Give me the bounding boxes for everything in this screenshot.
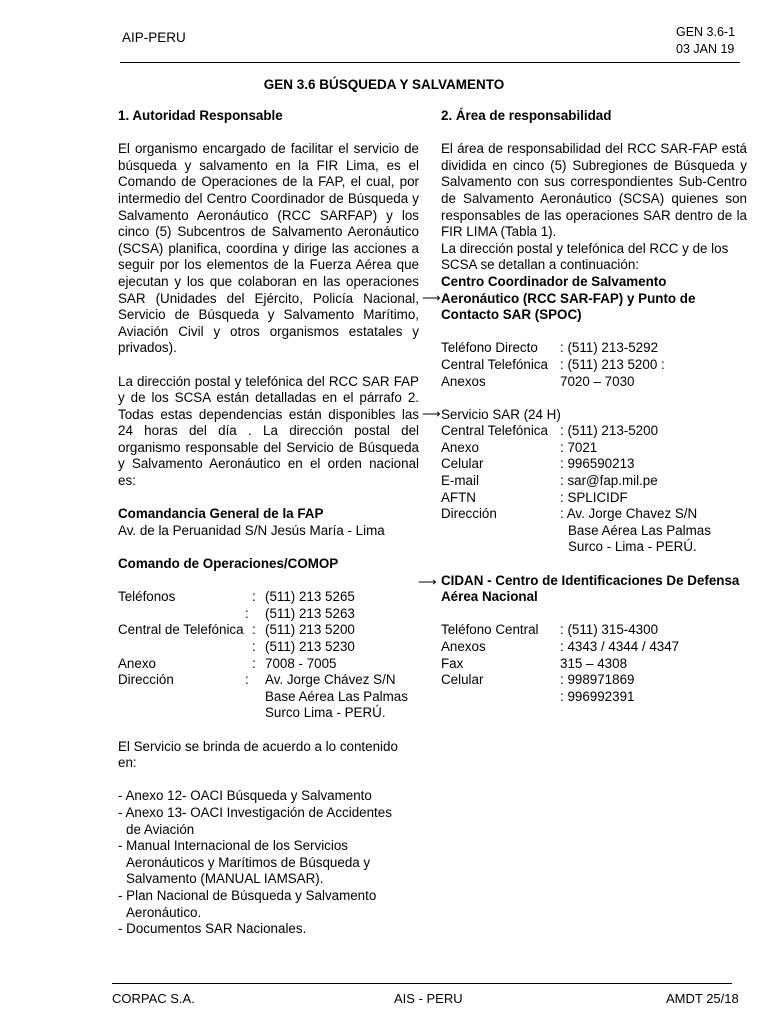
right-column (441, 108, 747, 705)
arrow-right-icon: ⟶ (422, 406, 441, 421)
comop-row (118, 656, 419, 673)
sar-value: Base Aérea Las Palmas (568, 522, 711, 538)
cidan-table (441, 622, 747, 705)
doc-code: GEN 3.6-1 (676, 25, 736, 39)
comop-row (118, 672, 419, 689)
sar-label (441, 523, 568, 540)
cidan-row (441, 656, 747, 673)
comop-row (118, 606, 419, 623)
service-list (118, 788, 419, 937)
rcc-value: 7020 – 7030 (560, 373, 635, 389)
rcc-title: Centro Coordinador de Salvamento Aeronáutico (RCC SAR-FAP) y Punto de Contacto SAR (SPOC) (441, 273, 696, 323)
sar-value: Surco - Lima - PERÚ. (568, 539, 697, 555)
cidan-value: : 4343 / 4344 / 4347 (560, 639, 680, 654)
sar-label: E-mail (441, 473, 479, 489)
cidan-label (441, 689, 560, 706)
sar-row (441, 539, 747, 556)
sar-value: : sar@fap.mil.pe (560, 473, 658, 489)
comop-row (118, 705, 419, 722)
cidan-row (441, 689, 747, 706)
comop-title: Comando de Operaciones/COMOP (118, 556, 339, 572)
comop-row (118, 639, 419, 656)
comop-sep: : (252, 589, 256, 605)
comop-value: Surco Lima - PERÚ. (265, 705, 386, 721)
comop-label: Central de Telefónica (118, 622, 244, 638)
footer-center: AIS - PERU (394, 991, 463, 1006)
sar-row (441, 423, 747, 440)
rcc-label: Anexos (441, 373, 486, 389)
rcc-value: : (511) 213 5200 : (560, 356, 665, 372)
footer-right: AMDT 25/18 (666, 991, 739, 1006)
list-item: - Anexo 13- OACI Investigación de Accidentes de Aviación (118, 804, 392, 837)
doc-date: 03 JAN 19 (676, 42, 735, 56)
comop-sep: : (245, 672, 249, 688)
comop-sep: : (252, 639, 256, 654)
rcc-label: Teléfono Directo (441, 340, 538, 356)
list-item: - Manual Internacional de los Servicios Aeronáuticos y Marítimos de Búsqueda y Salvamento (MANUAL IAMSAR). (118, 838, 371, 887)
list-item: - Documentos SAR Nacionales. (118, 921, 307, 937)
sar-label: AFTN (441, 489, 476, 505)
service-intro: El Servicio se brinda de acuerdo a lo contenido en: (118, 738, 398, 771)
sar-value: : 7021 (560, 439, 598, 455)
section-1-paragraph-2: La dirección postal y telefónica del RCC SAR FAP y de los SCSA están detalladas en el párrafo 2. Todas estas dependencias están disponibles las 24 horas del día . La dirección postal del organismo responsable del Servicio de Búsqueda y Salvamento Aeronáutico en el orden nacional es: (118, 373, 419, 489)
comop-sep: : (245, 605, 249, 621)
arrow-right-icon: ⟶ (418, 574, 437, 589)
comop-value: (511) 213 5230 (265, 639, 355, 654)
rcc-row (441, 357, 747, 374)
sar-row (441, 473, 747, 490)
cidan-value: : 996992391 (560, 688, 635, 704)
comop-row (118, 689, 419, 706)
sar-table (441, 423, 747, 556)
rcc-row (441, 340, 747, 357)
sar-row (441, 440, 747, 457)
cidan-label: Fax (441, 655, 464, 671)
cidan-value: : (511) 315-4300 (560, 622, 659, 638)
sar-label: Dirección (441, 506, 497, 522)
sar-value: : SPLICIDF (560, 489, 628, 505)
rcc-value: : (511) 213-5292 (560, 340, 659, 356)
cidan-value: 315 – 4308 (560, 655, 628, 671)
cidan-row (441, 622, 747, 639)
section-2-paragraph-2: La dirección postal y telefónica del RCC y de los SCSA se detallan a continuación: (441, 240, 729, 273)
comop-label: Anexo (118, 655, 156, 671)
rcc-table (441, 340, 747, 390)
sar-value: : (511) 213-5200 (560, 423, 659, 439)
footer-divider (112, 983, 732, 984)
comop-value: Av. Jorge Chávez S/N (265, 672, 396, 688)
comop-table (118, 589, 419, 722)
section-2-heading: 2. Área de responsabilidad (441, 108, 612, 123)
rcc-row (441, 374, 747, 391)
sar-row (441, 506, 747, 523)
comop-label: Dirección (118, 672, 174, 688)
cidan-label: Anexos (441, 639, 486, 654)
header-right (676, 24, 735, 58)
list-item: - Anexo 12- OACI Búsqueda y Salvamento (118, 788, 372, 804)
cidan-row (441, 672, 747, 689)
section-2-paragraph-1: El área de responsabilidad del RCC SAR-FAP está dividida en cinco (5) Subregiones de Búsqueda y Salvamento con sus correspondientes Sub-Centro de Salvamento Aeronáutico (SCSA) quienes son responsables de las operaciones SAR dentro de la FIR LIMA (Tabla 1). (441, 141, 747, 240)
sar-label: Celular (441, 456, 484, 472)
sar-row (441, 490, 747, 507)
cidan-title: CIDAN - Centro de Identificaciones De Defensa Aérea Nacional (441, 572, 740, 605)
cidan-row (441, 639, 747, 656)
comop-row (118, 622, 419, 639)
list-item: - Plan Nacional de Búsqueda y Salvamento Aeronáutico. (118, 887, 377, 920)
page-title: GEN 3.6 BÚSQUEDA Y SALVAMENTO (263, 77, 505, 92)
cmd-general-address: Av. de la Peruanidad S/N Jesús María - Lima (118, 522, 385, 538)
sar-value: : Av. Jorge Chavez S/N (560, 506, 698, 522)
section-1-paragraph-1: El organismo encargado de facilitar el servicio de búsqueda y salvamento en la FIR Lima, es el Comando de Operaciones de la FAP, el cual, por intermedio del Centro Coordinador de Búsqueda y Salvamento Aeronáutico (RCC SARFAP) y los cinco (5) Subcentros de Salvamento Aeronáutico (SCSA) planifica, coordina y dirige las acciones a seguir por los elementos de la Fuerza Aérea que ejecutan y los que colaboran en las operaciones SAR (Unidades del Ejército, Policía Nacional, Servicio de Búsqueda y Salvamento Marítimo, Aviación Civil y otros organismos estatales y privados). (118, 141, 419, 356)
comop-label: Teléfonos (118, 589, 176, 605)
footer-left: CORPAC S.A. (112, 991, 195, 1006)
comop-row (118, 589, 419, 606)
comop-label (118, 606, 245, 623)
sar-row (441, 456, 747, 473)
comop-value: (511) 213 5263 (265, 605, 355, 621)
sar-row (441, 523, 747, 540)
cidan-label: Celular (441, 672, 484, 688)
comop-label (118, 639, 252, 656)
cmd-general-title: Comandancia General de la FAP (118, 506, 324, 522)
comop-sep: : (252, 622, 256, 638)
header-divider (120, 62, 740, 63)
comop-value: Base Aérea Las Palmas (265, 688, 408, 704)
comop-label (118, 705, 265, 722)
header-left: AIP-PERU (122, 30, 186, 45)
sar-title: Servicio SAR (24 H) (441, 406, 561, 422)
section-1-heading: 1. Autoridad Responsable (118, 108, 283, 123)
comop-sep: : (252, 655, 256, 671)
arrow-right-icon: ⟶ (422, 290, 441, 305)
comop-value: (511) 213 5265 (265, 589, 355, 605)
left-column (118, 108, 419, 938)
cidan-value: : 998971869 (560, 672, 635, 688)
comop-value: (511) 213 5200 (265, 622, 355, 638)
sar-value: : 996590213 (560, 456, 635, 472)
comop-label (118, 689, 265, 706)
rcc-label: Central Telefónica (441, 356, 548, 372)
sar-label: Anexo (441, 439, 479, 455)
sar-label: Central Telefónica (441, 423, 548, 439)
sar-label (441, 539, 568, 556)
comop-value: 7008 - 7005 (265, 655, 337, 671)
cidan-label: Teléfono Central (441, 622, 539, 638)
